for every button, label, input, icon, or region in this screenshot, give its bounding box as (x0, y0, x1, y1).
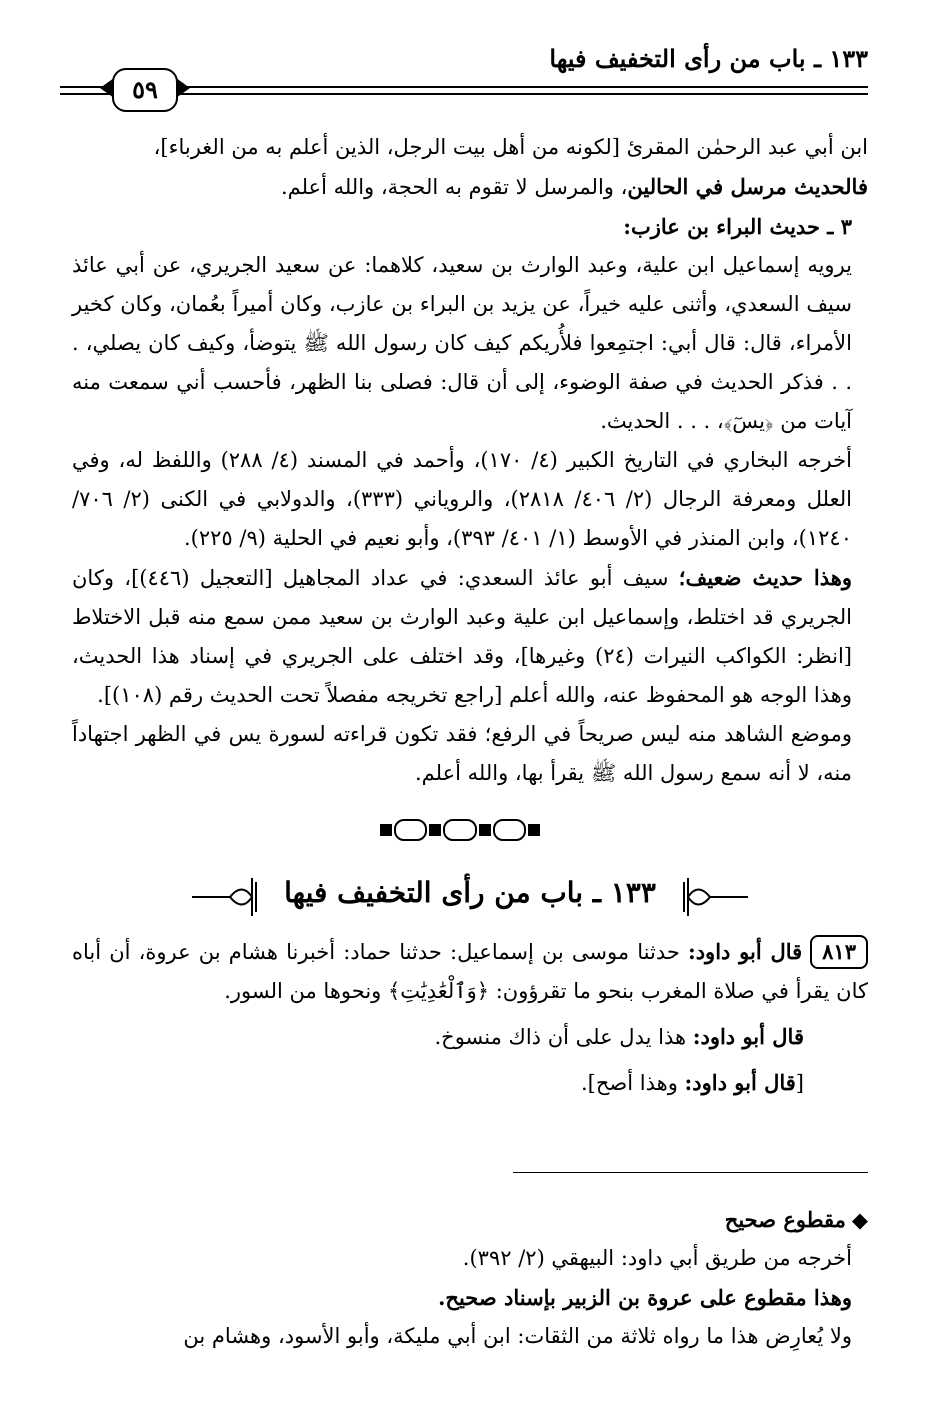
note-text: وهذا أصح]. (581, 1071, 685, 1095)
ornament-square (429, 824, 441, 836)
page-number: ٥٩ (112, 68, 178, 112)
book-icon: ◆ (851, 1207, 868, 1232)
ornament-oval (443, 819, 477, 841)
ornament-oval (493, 819, 527, 841)
bracket: [ (795, 1071, 804, 1095)
abu-dawud-note (72, 1017, 868, 1057)
paragraph: ابن أبي عبد الرحمٰن المقرئ [لكونه من أهل بيت الرجل، الذين أعلم به من الغرباء]، (153, 135, 868, 159)
ornament-square (479, 824, 491, 836)
divider-ornament (380, 818, 540, 842)
paragraph (72, 558, 868, 715)
bold-phrase: فالحديث مرسل في الحالين (627, 174, 868, 199)
subsection-heading: ٣ ـ حديث البراء بن عازب: (623, 214, 852, 239)
narrator-intro: قال أبو داود: (692, 1024, 804, 1049)
note-text: هذا يدل على أن ذاك منسوخ. (434, 1025, 693, 1049)
footnote-divider (513, 1172, 868, 1173)
section-body (72, 128, 868, 793)
chapter-heading (190, 872, 750, 922)
grading-heading (72, 1200, 868, 1239)
ornament-square (380, 824, 392, 836)
header-title: ١٣٣ ـ باب من رأى التخفيف فيها (549, 44, 868, 73)
paragraph: أخرجه من طريق أبي داود: البيهقي (٢/ ٣٩٢). (462, 1246, 852, 1270)
paragraph: أخرجه البخاري في التاريخ الكبير (٤/ ١٧٠)، وأحمد في المسند (٤/ ٢٨٨) واللفظ له، وفي العلل ومعرفة الرجال (٢/ ٤٠٦/ ٢٨١٨)، والروياني (٣٣٣)، والدولابي في الكنى (٢/ ٧٠٦/ ١٢٤٠)، وابن المنذر في الأوسط (١/ ٤٠١/ ٣٩٣)، وأبو نعيم في الحلية (٩/ ٢٢٥). (72, 448, 852, 550)
commentary-block (72, 1200, 868, 1356)
paragraph: وهذا مقطوع على عروة بن الزبير بإسناد صحيح. (438, 1285, 852, 1310)
hadith-block (72, 932, 868, 1103)
paragraph-text: ، والمرسل لا تقوم به الحجة، والله أعلم. (280, 175, 628, 199)
ornament-oval (394, 819, 428, 841)
paragraph: يرويه إسماعيل ابن علية، وعبد الوارث بن سعيد، كلاهما: عن سعيد الجريري، عن أبي عائذ سيف السعدي، وأثنى عليه خيراً، عن يزيد بن البراء بن عازب، وكان أميراً بعُمان، وكان كخير الأمراء، قال: قال أبي: اجتمِعوا فلأُريكم كيف كان رسول الله ﷺ يتوضأ، وكيف كان يصلي، . . . فذكر الحديث في صفة الوضوء، إلى أن قال: فصلى بنا الظهر، فأحسب أني سمعت منه آيات من ﴿يسٓ﴾، . . . الحديث. (72, 253, 852, 433)
bold-phrase: وهذا حديث ضعيف؛ (678, 565, 852, 590)
hadith-body: حدثنا موسى بن إسماعيل: حدثنا حماد: أخبرنا هشام بن عروة، أن أباه كان يقرأ في صلاة المغرب بنحو ما تقرؤون: ﴿وَٱلْعَٰدِيَٰتِ﴾ ونحوها من السور. (72, 940, 868, 1003)
paragraph-text: سيف أبو عائذ السعدي: في عداد المجاهيل [التعجيل (٤٤٦)]، وكان الجريري قد اختلط، وإسماعيل ابن علية وعبد الوارث بن سعيد ممن سمع منه قبل الاختلاط [انظر: الكواكب النيرات (٢٤) وغيرها]، وقد اختلف على الجريري في إسناد هذا الحديث، وهذا الوجه هو المحفوظ عنه، والله أعلم [راجع تخريجه مفصلاً تحت الحديث رقم (١٠٨)]. (72, 566, 852, 707)
narrator-intro: قال أبو داود: (684, 1070, 796, 1095)
paragraph (72, 167, 868, 207)
chapter-title: ١٣٣ ـ باب من رأى التخفيف فيها (284, 876, 656, 909)
grading-text: مقطوع صحيح (724, 1207, 846, 1232)
hadith-text (72, 932, 868, 1011)
narrator-intro: قال أبو داود: (687, 939, 803, 964)
page-number-ornament (176, 78, 190, 98)
abu-dawud-note (72, 1063, 868, 1103)
paragraph: وموضع الشاهد منه ليس صريحاً في الرفع؛ فقد تكون قراءته لسورة يس في الظهر اجتهاداً منه، لا أنه سمع رسول الله ﷺ يقرأ بها، والله أعلم. (72, 722, 852, 785)
ornament-square (528, 824, 540, 836)
hadith-number-badge: ٨١٣ (810, 935, 868, 969)
paragraph: ولا يُعارِض هذا ما رواه ثلاثة من الثقات: ابن أبي مليكة، وأبو الأسود، وهشام بن (183, 1324, 852, 1348)
running-header (60, 40, 868, 110)
